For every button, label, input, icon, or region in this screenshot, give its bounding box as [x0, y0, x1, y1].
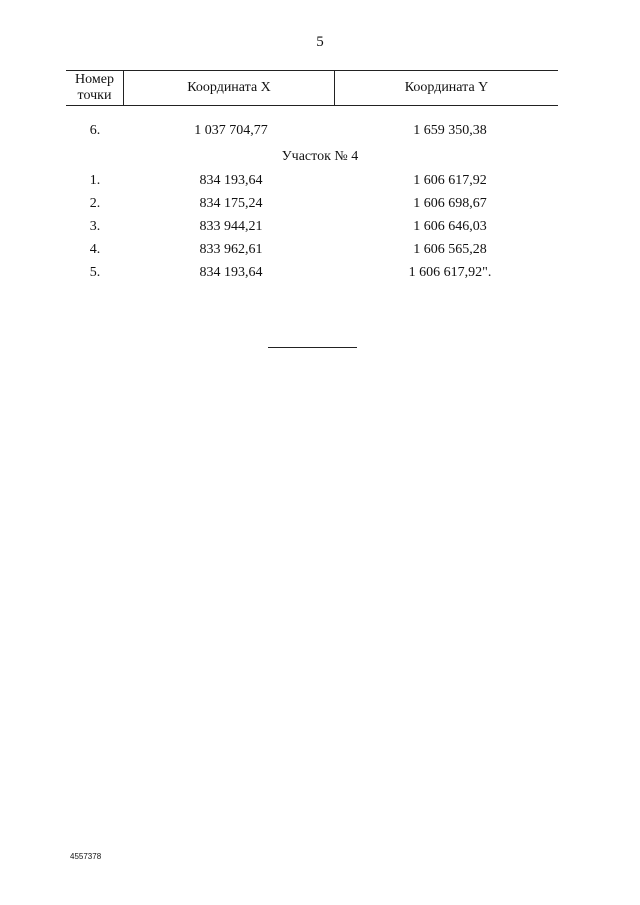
- column-header-coordinate-x: Координата X: [124, 71, 335, 105]
- point-number: 4.: [89, 242, 101, 257]
- coordinate-y-value: 1 606 698,67: [413, 196, 487, 211]
- coordinates-table-header: [66, 70, 558, 106]
- coordinate-x-value: 833 962,61: [199, 242, 263, 257]
- point-number: 2.: [89, 196, 101, 211]
- coordinate-x-value: 833 944,21: [199, 219, 263, 234]
- column-header-coordinate-y: Координата Y: [404, 80, 489, 95]
- column-header-point-number-line2: точки: [77, 88, 112, 103]
- coordinate-y-value: 1 606 646,03: [413, 219, 487, 234]
- coordinate-x-value: 834 193,64: [199, 265, 263, 280]
- column-header-point-number: [66, 71, 124, 105]
- page-number: 5: [316, 34, 324, 50]
- table-row: [66, 216, 558, 238]
- point-number: 3.: [89, 219, 101, 234]
- coordinate-y-value: 1 606 565,28: [413, 242, 487, 257]
- column-header-point-number-line1: Номер: [75, 72, 114, 87]
- coordinate-y-value: 1 606 617,92".: [408, 265, 492, 280]
- point-number: 6.: [89, 123, 101, 138]
- coordinate-x-value: 1 037 704,77: [194, 123, 268, 138]
- table-row: [66, 262, 558, 284]
- table-row: [66, 239, 558, 261]
- point-number: 1.: [89, 173, 101, 188]
- coordinate-x-value: 834 175,24: [199, 196, 263, 211]
- coordinate-y-value: 1 659 350,38: [413, 123, 487, 138]
- section-title: Участок № 4: [281, 149, 359, 164]
- table-row: [66, 193, 558, 215]
- table-row: [66, 170, 558, 192]
- end-of-document-rule: [268, 347, 357, 348]
- table-row: [66, 120, 558, 142]
- point-number: 5.: [89, 265, 101, 280]
- document-code: 4557378: [70, 852, 102, 861]
- coordinate-x-value: 834 193,64: [199, 173, 263, 188]
- coordinate-y-value: 1 606 617,92: [413, 173, 487, 188]
